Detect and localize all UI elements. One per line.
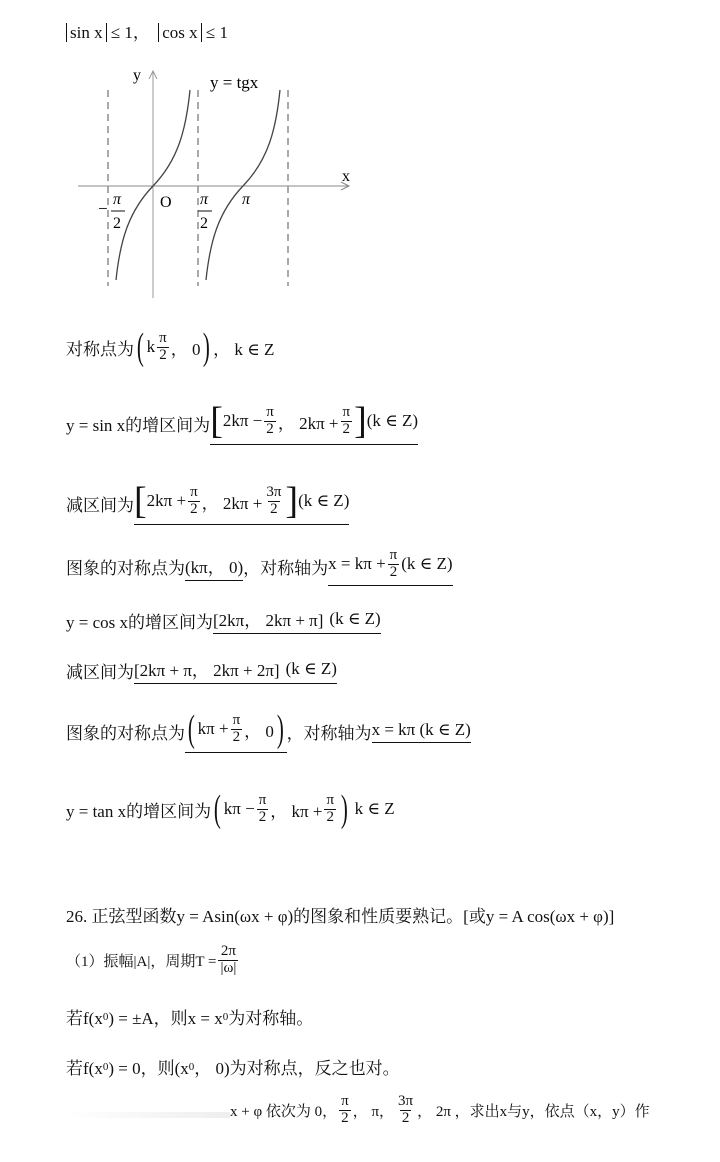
frac-num: π (159, 329, 167, 346)
section-26-heading: 26. 正弦型函数y = Asin(ωx + φ)的图象和性质要熟记。[或y = A cos(ωx + φ)] (66, 907, 615, 926)
y-axis-label: y (133, 67, 141, 84)
five-point-method-line (230, 1094, 650, 1127)
p1-c: 为对称轴。 (228, 1009, 314, 1028)
origin-label: O (160, 194, 172, 211)
half-pi-den: 2 (200, 215, 208, 232)
line1-rest: ， 0 (170, 339, 201, 359)
line6-prefix: 减区间为 (66, 662, 134, 682)
frac-den: 2 (270, 500, 278, 517)
frac-num: π (190, 483, 198, 500)
tan-symmetry-center-line (66, 328, 274, 366)
tan-increasing-line (66, 790, 395, 828)
line2-frac1 (264, 405, 276, 438)
p2-sub2: 0 (188, 1060, 195, 1073)
frac-num: π (232, 711, 241, 728)
frac-den: 2 (159, 346, 167, 363)
line7-mid: ，对称轴为 (286, 724, 372, 743)
frac-num: π (341, 1093, 349, 1109)
line4-prefix: 图象的对称点为 (66, 559, 185, 579)
sin-abs: sin x (66, 23, 107, 42)
open-paren: ( (213, 788, 221, 830)
p2-b: ) = 0，则(x (108, 1059, 189, 1078)
line8-a: kπ − (223, 799, 255, 818)
frac-den: 2 (266, 420, 274, 437)
function-label: y = tgx (210, 73, 259, 92)
frac-den: 2 (341, 1109, 349, 1126)
last-c: ， 2π ，求出x与y，依点（x，y）作 (417, 1103, 650, 1120)
line8-frac2 (324, 793, 336, 826)
amplitude-period-line (66, 944, 240, 977)
line2-frac2 (341, 405, 353, 438)
neg-half-pi-num: π (113, 191, 122, 208)
line2-mid: ， 2kπ + (277, 413, 339, 433)
line3-answer (134, 482, 349, 525)
line7-frac (231, 713, 243, 746)
cos-symmetry-line (66, 710, 471, 753)
frac-den: 2 (232, 728, 241, 745)
close-bracket: ] (285, 480, 299, 522)
line8-tail: k ∈ Z (354, 799, 395, 818)
p1-sub: 0 (102, 1010, 109, 1023)
line3-mid: ， 2kπ + (201, 493, 263, 513)
line3-a: 2kπ + (146, 491, 187, 510)
line8-prefix: y = tan x的增区间为 (66, 801, 212, 821)
line4-frac (388, 548, 400, 581)
last-frac1 (339, 1094, 351, 1127)
p1-a: 若f(x (66, 1009, 103, 1028)
cos-bound: ≤ 1 (205, 23, 228, 42)
line5-answer (213, 606, 381, 634)
tan-branch-2 (206, 90, 280, 280)
line4-axis (328, 548, 452, 586)
symmetry-axis-condition (66, 1004, 313, 1029)
item1-text: （1）振幅|A|，周期T = (66, 953, 217, 970)
frac-num: π (266, 403, 274, 420)
line4-tail: (k ∈ Z) (401, 554, 453, 574)
line6-interval: [2kπ + π， 2kπ + 2π] (134, 661, 280, 680)
close-paren: ) (340, 788, 348, 830)
line4-mid: ，对称轴为 (243, 559, 329, 579)
frac-den: 2 (326, 808, 334, 825)
x-axis-label: x (342, 168, 350, 185)
line3-frac1 (188, 485, 200, 518)
neg-half-pi-den: 2 (113, 215, 121, 232)
line5-prefix: y = cos x的增区间为 (66, 612, 213, 632)
frac-num: π (326, 791, 335, 808)
line5-tail: (k ∈ Z) (329, 608, 381, 628)
close-paren: ) (276, 708, 284, 750)
line7-prefix: 图象的对称点为 (66, 724, 185, 743)
cos-decreasing-line (66, 656, 337, 684)
abs-bound-line (66, 18, 228, 43)
line6-tail: (k ∈ Z) (285, 658, 337, 678)
line8-mid: ， kπ + (270, 801, 323, 821)
frac-den: 2 (190, 500, 198, 517)
frac-den: 2 (389, 563, 398, 580)
line1-suffix: ， k ∈ Z (213, 339, 275, 359)
frac-den: 2 (342, 420, 351, 437)
line1-prefix: 对称点为 (66, 339, 134, 359)
open-bracket: [ (134, 480, 147, 522)
frac-num: 2π (220, 943, 236, 959)
sin-symmetry-line (66, 548, 453, 586)
frac-num: 3π (266, 483, 282, 500)
line3-tail: (k ∈ Z) (298, 491, 350, 510)
p2-a: 若f(x (66, 1059, 103, 1078)
frac-den: |ω| (220, 959, 237, 976)
sin-decreasing-line (66, 482, 349, 525)
p2-sub: 0 (102, 1060, 109, 1073)
sin-bound: ≤ 1， (110, 23, 150, 42)
faded-strip (66, 1112, 230, 1118)
pi-tick-label: π (242, 191, 251, 208)
line5-interval: [2kπ， 2kπ + π] (213, 611, 324, 630)
tangent-graph (70, 62, 370, 302)
frac-num: 3π (398, 1093, 414, 1109)
neg-sign: − (98, 199, 108, 218)
line7-axis: x = kπ (k ∈ Z) (372, 720, 471, 743)
line6-answer (134, 656, 337, 684)
period-frac (218, 944, 238, 977)
p1-b: ) = ±A，则x = x (108, 1009, 223, 1028)
p2-c: ， 0)为对称点，反之也对。 (194, 1059, 400, 1078)
line4-point: (kπ， 0) (185, 553, 243, 581)
last-a: x + φ 依次为 0， (230, 1103, 338, 1120)
line2-answer (210, 402, 418, 445)
last-frac2 (396, 1094, 415, 1127)
p1-sub2: 0 (222, 1010, 229, 1023)
open-paren: ( (187, 708, 195, 750)
symmetry-center-condition (66, 1054, 400, 1079)
line2-a: 2kπ − (222, 411, 263, 430)
frac-num: π (389, 547, 398, 563)
line8-frac1 (257, 793, 269, 826)
line1-frac (157, 331, 169, 364)
half-pi-num: π (200, 191, 209, 208)
open-paren: ( (136, 326, 144, 368)
line2-tail: (k ∈ Z) (366, 411, 419, 430)
line7-point (185, 710, 287, 753)
cos-abs: cos x (158, 23, 201, 42)
frac-den: 2 (258, 808, 267, 825)
line7-rest: ， 0 (244, 721, 274, 741)
frac-den: 2 (401, 1109, 410, 1126)
line2-prefix: y = sin x的增区间为 (66, 416, 211, 435)
sin-increasing-line (66, 402, 418, 445)
last-b: ， π， (352, 1103, 395, 1120)
close-paren: ) (203, 326, 211, 368)
open-bracket: [ (210, 400, 223, 442)
line7-a: kπ + (197, 719, 229, 738)
close-bracket: ] (354, 400, 367, 442)
frac-num: π (342, 403, 351, 420)
line3-prefix: 减区间为 (66, 496, 134, 515)
line1-k: k (146, 337, 156, 356)
line4-ax: x = kπ + (328, 554, 386, 574)
line3-frac2 (264, 485, 283, 518)
frac-num: π (258, 791, 267, 808)
cos-increasing-line (66, 606, 381, 634)
